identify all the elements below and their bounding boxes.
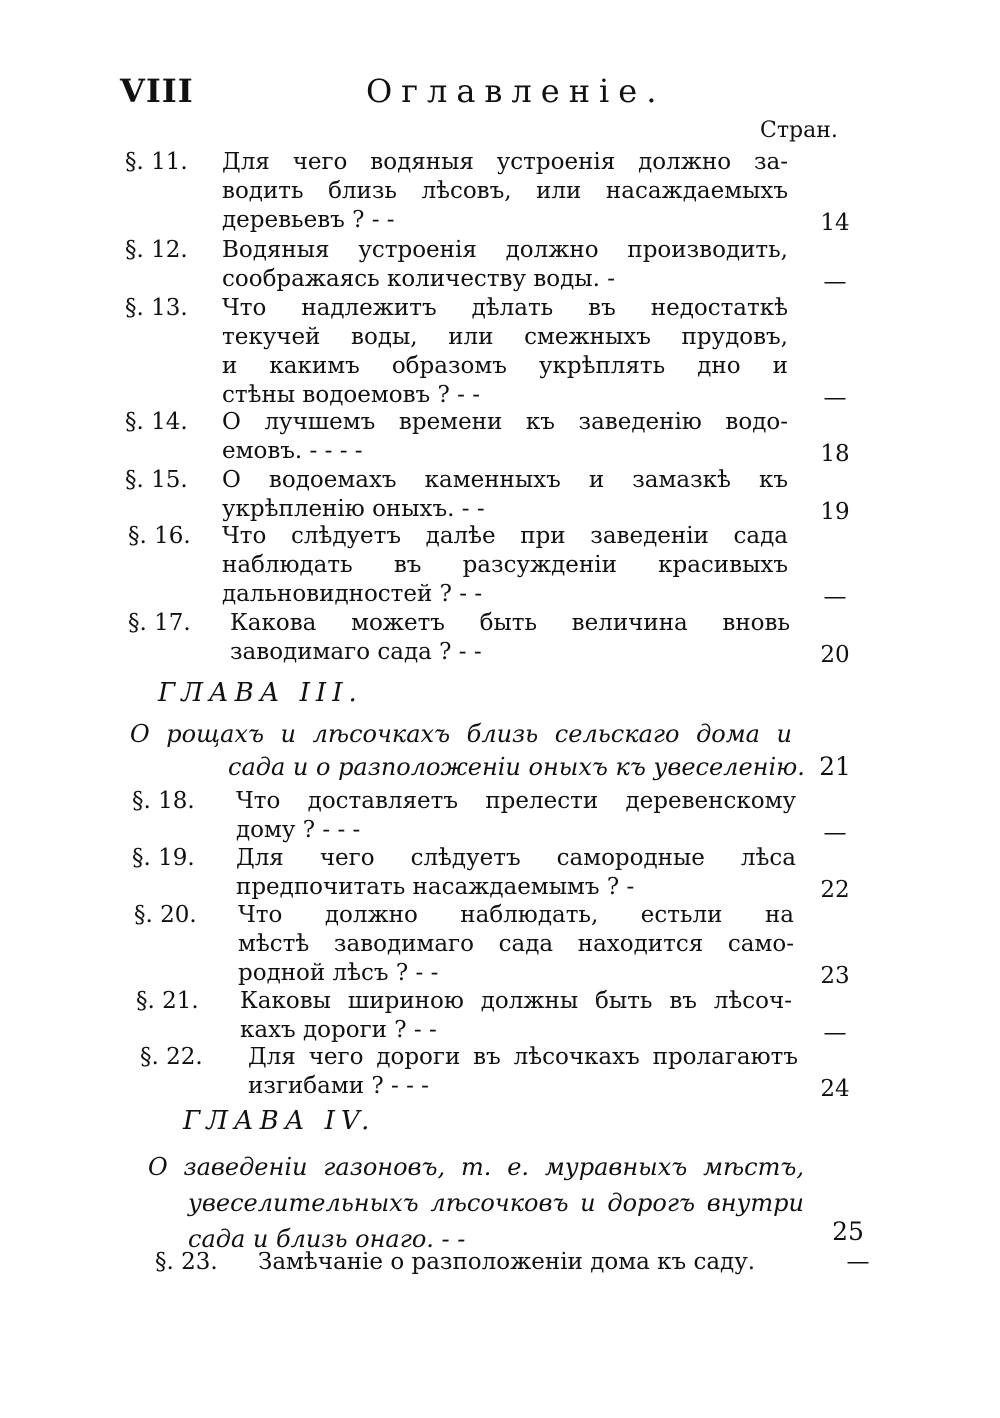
section-number: §. 12. [125,237,188,263]
entry-title-line: изгибами ? - - - [248,1073,429,1099]
chapter-title-line: О заведеніи газоновъ, т. е. муравныхъ мѣстъ, [148,1153,804,1181]
section-number: §. 14. [125,409,188,435]
entry-title [222,466,788,524]
entry-title [236,844,796,902]
chapter-heading: ГЛАВА IV. [183,1106,376,1136]
entry-title-line: текучей воды, или смежныхъ прудовъ, [222,324,788,350]
entry-title-line: Водяныя устроенія должно производить, [222,237,788,263]
page-number: VIII [120,72,194,110]
entry-title [258,1248,818,1277]
section-number: §. 11. [125,149,188,175]
entry-title-line: дому ? - - - [236,817,361,843]
page-ref: 18 [820,441,850,467]
entry-title [222,236,788,294]
page-column-label: Стран. [760,118,838,143]
entry-title-line: предпочитать насаждаемымъ ? - [236,874,635,900]
chapter-title [130,718,805,784]
entry-title-line: Для чего слѣдуетъ самородные лѣса [236,845,796,871]
entry-title-line: водить близь лѣсовъ, или насаждаемыхъ [222,178,788,204]
entry-title-line: укрѣпленію оныхъ. - - [222,496,485,522]
entry-title [238,901,794,988]
page-title: Оглавленіе. [366,72,666,110]
page-ref: 21 [819,752,851,781]
entry-title [248,1043,798,1101]
entry-title-line: кахъ дороги ? - - [240,1017,437,1043]
entry-title-line: наблюдать въ разсужденіи красивыхъ [222,552,788,578]
section-number: §. 13. [125,295,188,321]
page-ref: — [823,385,847,411]
page-ref: — [823,269,847,295]
chapter-title [148,1149,804,1257]
chapter-title-line: О рощахъ и лѣсочкахъ близь сельскаго дома и [130,720,792,748]
page-ref: 20 [820,642,850,668]
entry-title-line: Что доставляетъ прелести деревенскому [236,788,796,814]
chapter-heading: ГЛАВА III. [158,678,363,708]
section-number: §. 23. [155,1249,218,1275]
section-number: §. 22. [140,1044,203,1070]
entry-title [222,408,788,466]
section-number: §. 16. [128,523,191,549]
entry-title [240,987,792,1045]
page-ref: 24 [820,1076,850,1102]
entry-title-line: деревьевъ ? - - [222,207,395,233]
entry-title [230,609,790,667]
entry-title [222,294,788,410]
page-ref: 23 [820,963,850,989]
chapter-title-line: увеселительныхъ лѣсочковъ и дорогъ внутри [188,1189,804,1217]
section-number: §. 18. [132,788,195,814]
section-number: §. 19. [132,845,195,871]
entry-title-line: Что слѣдуетъ далѣе при заведеніи сада [222,523,788,549]
entry-title [236,787,796,845]
page-ref: 25 [832,1217,864,1246]
entry-title-line: дальновидностей ? - - [222,581,483,607]
entry-title [222,148,788,235]
entry-title-line: Для чего водяныя устроенія должно за- [222,149,788,175]
page-ref: — [846,1249,870,1275]
page-ref: — [823,1020,847,1046]
entry-title-line: соображаясь количеству воды. - [222,266,615,292]
entry-title-line: О лучшемъ времени къ заведенію водо- [222,409,788,435]
page-ref: — [823,820,847,846]
section-number: §. 15. [125,467,188,493]
entry-title [222,522,788,609]
page-ref: — [823,584,847,610]
entry-title-line: Каковы шириною должны быть въ лѣсоч- [240,988,792,1014]
entry-title-line: стѣны водоемовъ ? - - [222,382,480,408]
section-number: §. 17. [128,610,191,636]
entry-title-line: заводимаго сада ? - - [230,639,482,665]
section-number: §. 21. [136,988,199,1014]
page-ref: 14 [820,210,850,236]
entry-title-line: и какимъ образомъ укрѣплять дно и [222,353,788,379]
page-ref: 22 [820,877,850,903]
entry-title-line: Какова можетъ быть величина вновь [230,610,790,636]
entry-title-line: Для чего дороги въ лѣсочкахъ пролагаютъ [248,1044,798,1070]
entry-title-line: родной лѣсъ ? - - [238,960,439,986]
page-ref: 19 [820,499,850,525]
chapter-title-line: сада и о разположеніи оныхъ къ увеселенію. [228,753,805,781]
chapter-title-line: сада и близь онаго. - - [188,1225,466,1253]
entry-title-line: емовъ. - - - - [222,438,363,464]
entry-title-line: О водоемахъ каменныхъ и замазкѣ къ [222,467,788,493]
section-number: §. 20. [134,902,197,928]
entry-title-line: мѣстѣ заводимаго сада находится само- [238,931,794,957]
entry-title-line: Замѣчаніе о разположеніи дома къ саду. [258,1249,756,1275]
entry-title-line: Что надлежитъ дѣлать въ недостаткѣ [222,295,788,321]
entry-title-line: Что должно наблюдать, естьли на [238,902,794,928]
